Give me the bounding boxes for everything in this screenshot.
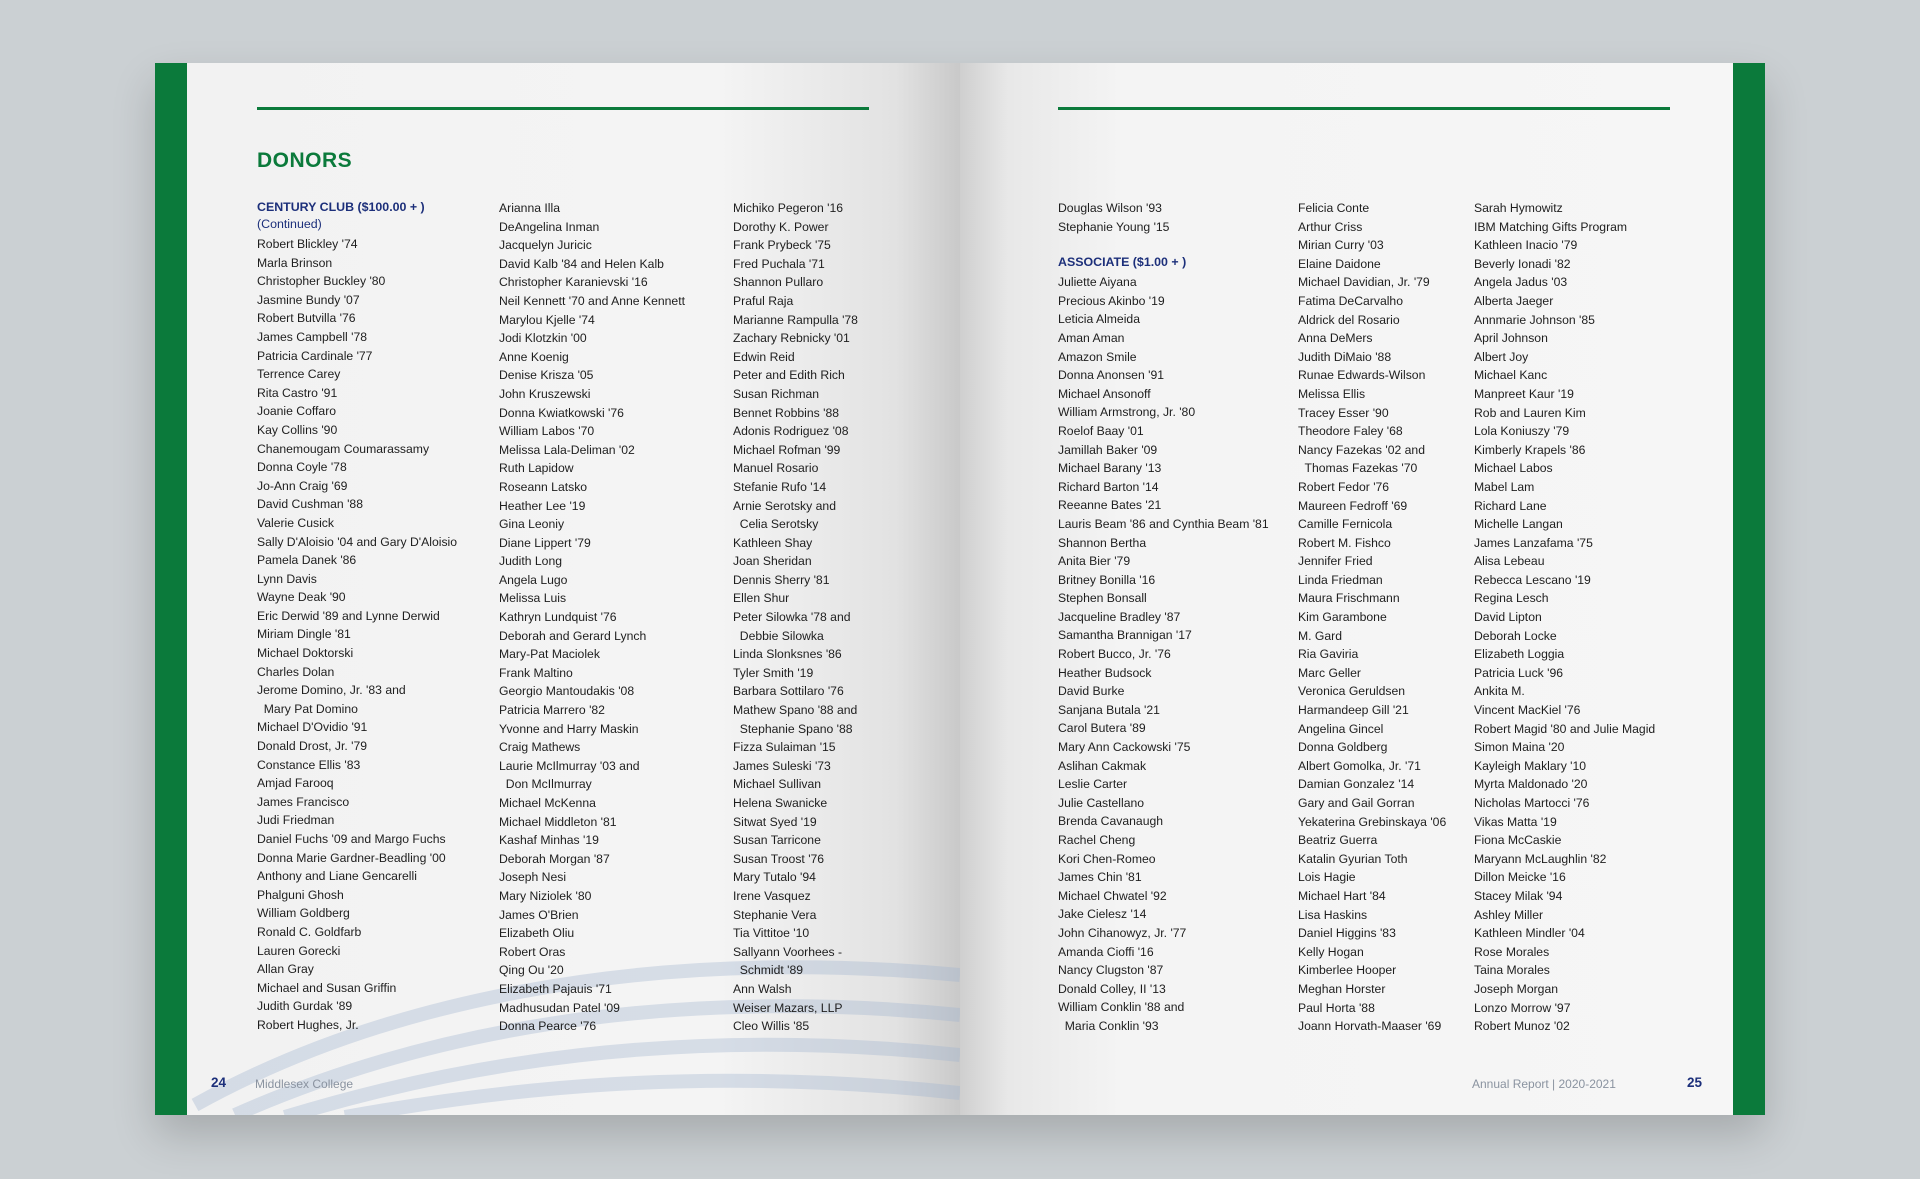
donor-name: Jacqueline Bradley '87 [1058,609,1181,624]
donor-name: Rose Morales [1474,944,1550,959]
donor-name: Yekaterina Grebinskaya '06 [1298,814,1447,829]
donor-name: Heather Budsock [1058,665,1152,680]
donor-name: Angela Lugo [499,572,568,587]
donor-name: Alisa Lebeau [1474,554,1545,569]
donor-name: Heather Lee '19 [499,498,586,513]
donor-name: Robert Hughes, Jr. [257,1017,359,1032]
donor-name: Vincent MacKiel '76 [1474,703,1581,718]
donor-name: Donna Pearce '76 [499,1019,597,1034]
donor-name: Joseph Morgan [1474,981,1559,996]
donor-name: Wayne Deak '90 [257,590,346,605]
donor-name: Donald Drost, Jr. '79 [257,739,368,754]
donor-name: Barbara Sottilaro '76 [733,684,844,699]
donor-name: Michael Ansonoff [1058,386,1151,401]
donor-name: Camille Fernicola [1298,517,1393,532]
donor-name: Regina Lesch [1474,591,1549,606]
donor-name: Christopher Buckley '80 [257,274,386,289]
donor-name: Elizabeth Oliu [499,926,575,941]
donor-name: Adonis Rodriguez '08 [733,424,849,439]
donor-name: Arthur Criss [1298,219,1363,234]
header-rule-right [1058,107,1670,110]
donor-name: Albert Joy [1474,349,1529,364]
donor-name: Juliette Aiyana [1058,275,1137,290]
donor-name: James Francisco [257,794,350,809]
donor-name: Michael Kanc [1474,368,1548,383]
donor-name: Shannon Pullaro [733,275,824,290]
donor-name: Ria Gaviria [1298,647,1359,662]
donor-name: Annmarie Johnson '85 [1474,312,1595,327]
donor-name: Samantha Brannigan '17 [1058,628,1192,643]
donor-name: Angela Jadus '03 [1474,275,1568,290]
donor-name: Tracey Esser '90 [1298,405,1389,420]
donor-name: Linda Slonksnes '86 [733,647,842,662]
donor-name: Stacey Milak '94 [1474,888,1563,903]
donor-name: Beverly Ionadi '82 [1474,256,1571,271]
donor-name: Judith DiMaio '88 [1298,349,1392,364]
donor-name: Daniel Higgins '83 [1298,926,1396,941]
donor-name: Leticia Almeida [1058,312,1140,327]
donor-name: Michiko Pegeron '16 [733,201,844,215]
donor-name: Lynn Davis [257,571,317,586]
donor-name: Sarah Hymowitz [1474,201,1563,215]
donor-name: Donna Marie Gardner-Beadling '00 [257,850,446,865]
donor-name: Lola Koniuszy '79 [1474,424,1570,439]
donor-name: Aman Aman [1058,330,1125,345]
donor-name: Frank Prybeck '75 [733,238,831,253]
donor-name: Amazon Smile [1058,349,1137,364]
donor-name: Donna Goldberg [1298,740,1388,755]
donor-name: Roelof Baay '01 [1058,423,1144,438]
donor-name: Robert Munoz '02 [1474,1019,1570,1034]
donor-name: Craig Mathews [499,740,581,755]
donor-name: Theodore Faley '68 [1298,424,1403,439]
right-page [960,63,1765,1115]
donor-name: John Kruszewski [499,386,591,401]
donor-name: Melissa Luis [499,591,567,606]
donor-name: Michael Sullivan [733,777,822,792]
donor-name: Diane Lippert '79 [499,535,591,550]
donor-column-1 [257,199,487,1035]
donor-name: Zachary Rebnicky '01 [733,331,850,346]
donor-name: Elaine Daidone [1298,256,1381,271]
donor-name: Gary and Gail Gorran [1298,796,1415,810]
donor-name: Sally D'Aloisio '04 and Gary D'Aloisio [257,534,458,549]
donor-name: Kimberly Krapels '86 [1474,442,1586,457]
donor-name: Helena Swanicke [733,796,828,810]
donor-name: Mary-Pat Maciolek [499,647,600,662]
donor-name: Stephen Bonsall [1058,591,1147,606]
donor-name: James Chin '81 [1058,870,1142,885]
donor-name: Rita Castro '91 [257,385,338,400]
donor-name: Dennis Sherry '81 [733,572,830,587]
donor-name: Ann Walsh [733,981,792,996]
donor-name: Lonzo Morrow '97 [1474,1000,1571,1015]
donor-name: Brenda Cavanaugh [1058,814,1164,829]
donor-name: Lisa Haskins [1298,907,1368,922]
donor-name: Patricia Marrero '82 [499,703,605,718]
donor-name: Leslie Carter [1058,777,1128,792]
donor-name: Chanemougam Coumarassamy [257,441,430,456]
donor-name: Valerie Cusick [257,515,334,530]
donor-name: Joanie Coffaro [257,404,337,419]
donor-name: Michael Davidian, Jr. '79 [1298,275,1430,290]
donor-name: Peter and Edith Rich [733,368,845,383]
donor-name: April Johnson [1474,331,1548,346]
donor-name: Richard Barton '14 [1058,479,1159,494]
donor-name: Michael Barany '13 [1058,461,1162,476]
donor-name: Joseph Nesi [499,870,567,885]
donor-name: Michael Doktorski [257,646,354,661]
donor-name: Manpreet Kaur '19 [1474,386,1574,401]
donor-name: Lauren Gorecki [257,943,341,958]
donor-name: Robert Butvilla '76 [257,311,356,326]
donor-name: Tyler Smith '19 [733,665,814,680]
donor-name: Bennet Robbins '88 [733,405,839,420]
donor-name: Jamillah Baker '09 [1058,442,1158,457]
donor-name: Ellen Shur [733,591,790,606]
donor-name: Britney Bonilla '16 [1058,572,1156,587]
donor-name: John Cihanowyz, Jr. '77 [1058,925,1187,940]
donor-name: Marianne Rampulla '78 [733,312,858,327]
donor-name: M. Gard [1298,628,1343,643]
donor-name: Pamela Danek '86 [257,553,357,568]
donor-name: Michael Labos [1474,461,1553,476]
donor-name: Kathleen Inacio '79 [1474,238,1578,253]
donor-name: Lauris Beam '86 and Cynthia Beam '81 [1058,516,1269,531]
page-title: DONORS [257,149,353,172]
donor-name: Beatriz Guerra [1298,833,1378,848]
donor-name: Meghan Horster [1298,981,1386,996]
donor-name: Ashley Miller [1474,907,1544,922]
donor-name: Jake Cielesz '14 [1058,907,1147,922]
donor-name: Douglas Wilson '93 [1058,201,1162,215]
donor-name: Jerome Domino, Jr. '83 and Mary Pat Domino [257,683,406,716]
donor-name: William Armstrong, Jr. '80 [1058,405,1196,420]
donor-name: Robert Bucco, Jr. '76 [1058,647,1171,662]
donor-name: Madhusudan Patel '09 [499,1000,620,1015]
donor-name: William Conklin '88 and Maria Conklin '93 [1058,1000,1185,1033]
donor-name: Anthony and Liane Gencarelli [257,869,417,884]
donor-name: Donna Kwiatkowski '76 [499,405,624,420]
donor-name: Anita Bier '79 [1058,554,1131,569]
donor-name: Marla Brinson [257,255,333,270]
donor-name: Phalguni Ghosh [257,887,344,902]
donor-name: James Suleski '73 [733,758,831,773]
donor-name: Aldrick del Rosario [1298,312,1400,327]
donor-name: Precious Akinbo '19 [1058,293,1165,308]
donor-name: Arianna Illa [499,201,560,215]
donor-name: Kayleigh Maklary '10 [1474,758,1587,773]
donor-name: Rachel Cheng [1058,833,1136,847]
donor-name: Kashaf Minhas '19 [499,833,599,848]
donor-name: Mirian Curry '03 [1298,238,1384,253]
donor-name: Robert Fedor '76 [1298,479,1390,494]
donor-name: Damian Gonzalez '14 [1298,777,1415,792]
donor-name: Aslihan Cakmak [1058,758,1147,773]
donor-name: Jennifer Fried [1298,554,1373,569]
donor-name: Joann Horvath-Maaser '69 [1298,1019,1442,1034]
donor-name: Roseann Latsko [499,479,588,494]
donor-name: Judith Long [499,554,563,569]
donor-name: Alberta Jaeger [1474,293,1554,308]
donor-name: Sitwat Syed '19 [733,814,817,829]
donor-name: Anne Koenig [499,349,569,364]
donor-name: Kim Garambone [1298,610,1387,625]
donor-name: Fatima DeCarvalho [1298,293,1403,308]
donor-name: David Lipton [1474,610,1542,625]
donor-name: Donna Coyle '78 [257,460,347,475]
donor-name: Maureen Fedroff '69 [1298,498,1408,513]
green-edge-right [1733,63,1765,1115]
donor-name: Judi Friedman [257,813,335,828]
donor-name: Sanjana Butala '21 [1058,702,1160,717]
donor-name: Katalin Gyurian Toth [1298,851,1408,866]
donor-name: Marylou Kjelle '74 [499,312,595,327]
donor-name: William Labos '70 [499,424,595,439]
donor-name: Kathryn Lundquist '76 [499,610,617,625]
donor-name: Gina Leoniy [499,517,565,532]
donor-name: Praful Raja [733,293,794,308]
donor-name: James O'Brien [499,907,579,922]
donor-name: Sallyann Voorhees - Schmidt '89 [733,944,843,978]
donor-name: Kori Chen-Romeo [1058,851,1156,866]
donor-name: Robert Magid '80 and Julie Magid [1474,721,1656,736]
donor-name: Michael and Susan Griffin [257,980,397,995]
left-page [155,63,960,1115]
donor-name: Linda Friedman [1298,572,1383,587]
donor-name: Vikas Matta '19 [1474,814,1557,829]
donor-name: Kay Collins '90 [257,422,338,437]
donor-name: Elizabeth Loggia [1474,647,1565,662]
donor-name: Kelly Hogan [1298,944,1364,959]
donor-name: Deborah and Gerard Lynch [499,628,647,643]
page-number-right: 25 [1687,1075,1703,1090]
donor-name: Amanda Cioffi '16 [1058,944,1154,959]
donor-name: Michael McKenna [499,796,596,810]
donor-name: Stephanie Vera [733,907,817,922]
section-heading-century-club: CENTURY CLUB ($100.00 + ) [257,200,425,214]
donor-name: James Lanzafama '75 [1474,535,1593,550]
donor-name: Michael Rofman '99 [733,442,841,457]
donor-name: William Goldberg [257,906,350,921]
donor-name: Michael Hart '84 [1298,888,1386,903]
donor-name: Deborah Locke [1474,628,1557,643]
donor-name: Neil Kennett '70 and Anne Kennett [499,293,685,308]
donor-name: Judith Gurdak '89 [257,999,353,1014]
donor-name: Harmandeep Gill '21 [1298,703,1409,718]
donor-name: Daniel Fuchs '09 and Margo Fuchs [257,832,446,846]
donor-name: Paul Horta '88 [1298,1000,1375,1015]
donor-name: Rob and Lauren Kim [1474,405,1586,420]
page-number-left: 24 [211,1075,227,1090]
donor-name: David Cushman '88 [257,497,363,512]
donor-name: Irene Vasquez [733,888,811,903]
donor-name: Myrta Maldonado '20 [1474,777,1588,792]
donor-name: Edwin Reid [733,349,795,364]
donor-name: Donald Colley, II '13 [1058,981,1166,996]
donor-name: Michelle Langan [1474,517,1563,532]
section-heading-associate: ASSOCIATE ($1.00 + ) [1058,255,1187,270]
donor-name: Kathleen Shay [733,535,813,550]
donor-name: Runae Edwards-Wilson [1298,368,1426,383]
donor-name: David Kalb '84 and Helen Kalb [499,256,664,271]
donor-name: Robert Blickley '74 [257,237,358,251]
donor-name: Elizabeth Pajauis '71 [499,981,612,996]
donor-name: Nancy Clugston '87 [1058,963,1164,978]
donor-name: Dillon Meicke '16 [1474,870,1566,885]
donor-name: Fred Puchala '71 [733,256,825,271]
donor-name: Georgio Mantoudakis '08 [499,684,635,699]
donor-name: Nancy Fazekas '02 and Thomas Fazekas '70 [1298,442,1425,476]
booklet-spread [155,63,1765,1115]
donor-name: Stephanie Young '15 [1058,219,1170,234]
donor-column-3 [733,199,960,1036]
donor-name: Arnie Serotsky and Celia Serotsky [733,498,836,532]
donor-name: Terrence Carey [257,367,341,382]
donor-name: Robert Oras [499,944,566,959]
donor-name: Amjad Farooq [257,776,334,791]
donor-name: Ronald C. Goldfarb [257,924,362,939]
donor-name: Donna Anonsen '91 [1058,368,1165,383]
donor-name: Nicholas Martocci '76 [1474,796,1590,810]
donor-name: David Burke [1058,684,1125,699]
donor-name: Allan Gray [257,962,314,977]
donor-name: Michael D'Ovidio '91 [257,720,368,735]
donor-name: Joan Sheridan [733,554,812,569]
donor-name: Albert Gomolka, Jr. '71 [1298,758,1421,773]
donor-name: Christopher Karanievski '16 [499,275,648,290]
donor-name: Robert M. Fishco [1298,535,1391,550]
donor-name: DeAngelina Inman [499,219,600,234]
donor-name: Kathleen Mindler '04 [1474,926,1585,941]
donor-name: Michael Middleton '81 [499,814,617,829]
donor-name: Laurie McIlmurray '03 and Don McIlmurray [499,758,640,792]
donor-name: Taina Morales [1474,963,1550,978]
donor-name: Angelina Gincel [1298,721,1384,736]
donor-name: Mary Tutalo '94 [733,870,816,885]
donor-name: Frank Maltino [499,665,573,680]
donor-name: Mary Niziolek '80 [499,888,592,903]
donor-name: Manuel Rosario [733,461,819,476]
donor-name: Charles Dolan [257,664,335,679]
donor-name: Deborah Morgan '87 [499,851,610,866]
donor-name: Jo-Ann Craig '69 [257,478,348,493]
donor-name: Rebecca Lescano '19 [1474,572,1591,587]
donor-name: Melissa Lala-Deliman '02 [499,442,635,457]
donor-name: Kimberlee Hooper [1298,963,1397,978]
donor-name: Stefanie Rufo '14 [733,479,827,494]
donor-name: Patricia Cardinale '77 [257,348,373,363]
donor-name: Patricia Luck '96 [1474,665,1564,680]
donor-name: Michael Chwatel '92 [1058,888,1167,903]
donor-name: Tia Vittitoe '10 [733,926,810,941]
donor-name: Lois Hagie [1298,870,1356,885]
donor-name: Qing Ou '20 [499,963,564,978]
donor-name: Anna DeMers [1298,331,1373,346]
donor-name: James Campbell '78 [257,329,368,344]
donor-name: Veronica Geruldsen [1298,684,1406,699]
donor-name: Cleo Willis '85 [733,1019,810,1034]
donor-name: Reeanne Bates '21 [1058,498,1162,513]
donor-name: Dorothy K. Power [733,219,829,234]
donor-name: Shannon Bertha [1058,535,1147,550]
donor-name: Constance Ellis '83 [257,757,361,772]
donor-name: Susan Richman [733,386,820,401]
donor-name: Maura Frischmann [1298,591,1400,606]
donor-name: Fizza Sulaiman '15 [733,740,836,755]
donor-name: Peter Silowka '78 and Debbie Silowka [733,610,851,643]
donor-name: Susan Troost '76 [733,851,825,866]
donor-column-2 [499,199,729,1036]
footer-right: Annual Report | 2020-2021 [1472,1077,1616,1091]
donor-name: Ruth Lapidow [499,461,574,476]
donor-name: Fiona McCaskie [1474,833,1562,848]
donor-name: Jacquelyn Juricic [499,238,592,253]
donor-name: Melissa Ellis [1298,386,1366,401]
donor-name: Mabel Lam [1474,479,1535,494]
donor-column-4 [1058,199,1288,1036]
donor-name: Simon Maina '20 [1474,740,1565,755]
donor-name: Mathew Spano '88 and Stephanie Spano '88 [733,703,858,736]
donor-name: IBM Matching Gifts Program [1474,219,1628,234]
donor-name: Julie Castellano [1058,795,1145,810]
donor-name: Denise Krisza '05 [499,368,594,383]
donor-column-6 [1474,199,1704,1036]
donor-name: Miriam Dingle '81 [257,627,351,642]
donor-name: Jasmine Bundy '07 [257,292,360,307]
donor-name: Yvonne and Harry Maskin [499,721,639,736]
donor-name: Felicia Conte [1298,201,1370,215]
footer-left: Middlesex College [255,1077,354,1091]
donor-name: Carol Butera '89 [1058,721,1146,736]
donor-name: Marc Geller [1298,665,1361,680]
donor-name: Jodi Klotzkin '00 [499,331,587,346]
header-rule-left [257,107,869,110]
donor-name: Ankita M. [1474,684,1525,699]
donor-name: Susan Tarricone [733,833,821,848]
section-subheading: (Continued) [257,217,322,231]
donor-name: Richard Lane [1474,498,1547,513]
donor-name: Maryann McLaughlin '82 [1474,851,1607,866]
donor-name: Eric Derwid '89 and Lynne Derwid [257,608,440,623]
donor-name: Weiser Mazars, LLP [733,1000,843,1015]
donor-name: Mary Ann Cackowski '75 [1058,740,1191,755]
